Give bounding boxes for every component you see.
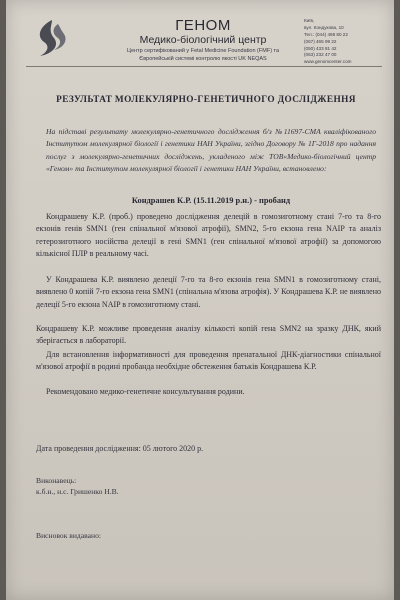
document-page <box>6 0 394 600</box>
recommendation-paragraph <box>36 386 381 398</box>
issued-label: Висновок видавано: <box>36 531 101 540</box>
contact-line: вул. Кондукова, 10 <box>304 24 344 30</box>
org-cert-line-1: Центр сертифікований у Fetal Medicine Foundation (FMF) та <box>126 48 280 55</box>
study-date: Дата проведення дослідження: 05 лютого 2020 р. <box>36 444 204 453</box>
contact-line: Київ, <box>304 18 315 23</box>
paragraph-text: Кондрашеву К.Р. можливе проведення аналізу кількості копій гена SMN2 на зразку ДНК, який зберігається в лабораторії. <box>36 324 381 346</box>
genome-swirl-icon <box>30 18 70 58</box>
proband-line: Кондрашев К.Р. (15.11.2019 р.н.) - пробанд <box>131 196 291 205</box>
header-divider <box>26 66 382 67</box>
contact-line: www.genomcenter.com <box>304 59 352 65</box>
result-paragraph-4 <box>36 349 381 374</box>
org-cert-line-2: Європейській системі контролю якості UK NEQAS <box>139 56 267 63</box>
document-title: РЕЗУЛЬТАТ МОЛЕКУЛЯРНО-ГЕНЕТИЧНОГО ДОСЛІДЖЕННЯ <box>56 95 356 105</box>
contact-line: (050) 433 81 42 <box>304 45 337 51</box>
contact-line: Тел.: (044) 498 80 22 <box>304 31 348 37</box>
result-paragraph-1 <box>36 211 381 261</box>
contact-line: (063) 232 47 00 <box>304 52 337 58</box>
paragraph-text: Для встановлення інформативності для проведення пренатальної ДНК-діагностики спінальної м'язової атрофії в родині пробанда необхідне обстеження батьків Кондрашева К.Р. <box>36 350 381 372</box>
paragraph-text: Рекомендовано медико-генетичне консультування родини. <box>46 387 245 396</box>
paragraph-text: У Кондрашева К.Р. виявлено делеції 7-го та 8-го екзонів гена SMN1 в гомозиготному стані, виявлено 0 копій 7-го екзона гена SMN1 (спінальна м'язова атрофія). У Кондрашева К.Р. не виявлено делеції 5-го екзона NAIP в гомозиготному стані. <box>36 275 381 309</box>
result-paragraph-2 <box>36 274 381 311</box>
executor-name: к.б.н., н.с. Гришенко Н.В. <box>36 487 119 496</box>
executor-label: Виконавець: <box>36 476 77 485</box>
org-header <box>98 18 308 62</box>
paragraph-text: Кондрашеву К.Р. (проб.) проведено дослідження делецій в гомозиготному стані 7-го та 8-го екзонів генів SMN1 (ген спінальної м'язової атрофії), SMN2, 5-го екзона гена NAIP та аналіз гетерозиготного носійства делеції в гені SMN1 (ген спінальної м'язової атрофії) за допомогою кількісної ПЛР в реальному часі. <box>36 212 381 259</box>
contact-line: (067) 465 99 22 <box>304 38 337 44</box>
contacts-block <box>304 18 384 66</box>
result-paragraph-3 <box>36 323 381 348</box>
org-subtitle: Медико-біологічний центр <box>139 33 267 46</box>
intro-paragraph: На підставі результату молекулярно-генетичного дослідження б/з №11697-СМА кваліфікованого Інститутом молекулярної біології і генетики НАН України, згідно Договору № 1Г-2018 про надання послуг з молекулярно-генетичних досліджень, укладеного між ТОВ«Медико-біологічний центр «Геном» та Інститутом молекулярної біології і генетики НАН України, встановлено: <box>46 127 376 173</box>
org-name: ГЕНОМ <box>175 17 231 34</box>
